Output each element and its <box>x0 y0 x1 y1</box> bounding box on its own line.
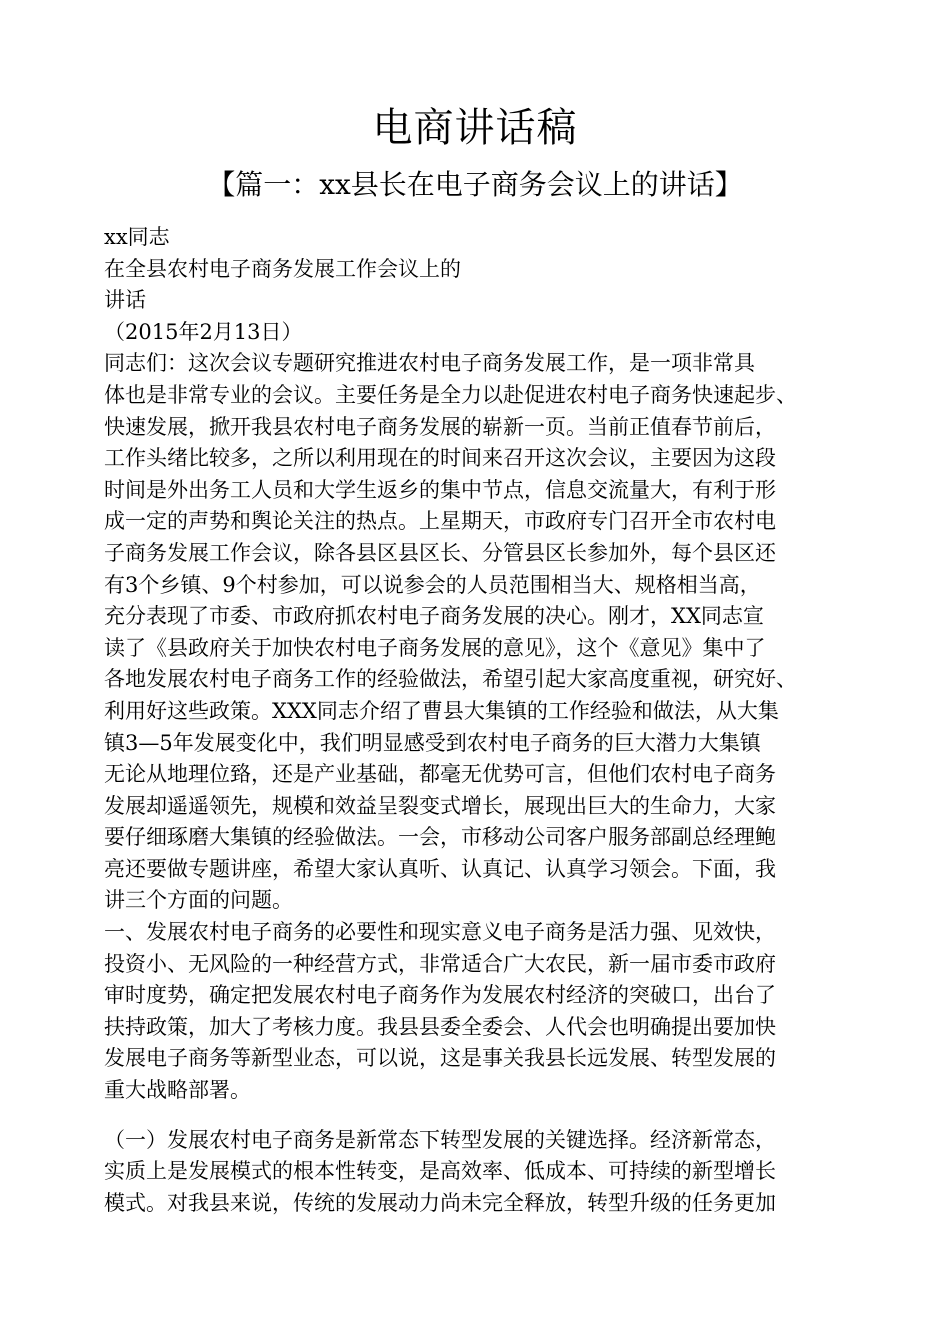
text-line: 讲三个方面的问题。 <box>104 888 293 913</box>
paragraph-gap <box>104 1107 874 1125</box>
text-line: 利用好这些政策。XXX同志介绍了曹县大集镇的工作经验和做法，从大集 <box>104 698 779 723</box>
document-title: 电商讲话稿 <box>372 105 578 151</box>
text-line: 讲话 <box>104 288 146 313</box>
text-line: 重大战略部署。 <box>104 1078 251 1103</box>
text-line: 充分表现了市委、市政府抓农村电子商务发展的决心。刚才，XX同志宣 <box>104 604 764 629</box>
text-line: （2015年2月13日） <box>104 319 303 344</box>
text-line: 时间是外出务工人员和大学生返乡的集中节点，信息交流量大，有利于形 <box>104 477 776 502</box>
text-line: 读了《县政府关于加快农村电子商务发展的意见》，这个《意见》集中了 <box>104 635 766 660</box>
text-line: 在全县农村电子商务发展工作会议上的 <box>104 256 461 281</box>
text-line: 投资小、无风险的一种经营方式，非常适合广大农民，新一届市委市政府 <box>104 951 776 976</box>
text-line: 有3个乡镇、9个村参加，可以说参会的人员范围相当大、规格相当高， <box>104 572 761 597</box>
text-line: 要仔细琢磨大集镇的经验做法。一会，市移动公司客户服务部副总经理鲍 <box>104 825 776 850</box>
text-line: （一）发展农村电子商务是新常态下转型发展的关键选择。经济新常态， <box>104 1127 776 1152</box>
text-line: 快速发展，掀开我县农村电子商务发展的崭新一页。当前正值春节前后， <box>104 414 776 439</box>
document-subtitle: 【篇一：xx县长在电子商务会议上的讲话】 <box>207 168 743 201</box>
text-line: 子商务发展工作会议，除各县区县区长、分管县区长参加外，每个县区还 <box>104 540 776 565</box>
text-line: 成一定的声势和舆论关注的热点。上星期天，市政府专门召开全市农村电 <box>104 509 776 534</box>
text-line: 模式。对我县来说，传统的发展动力尚未完全释放，转型升级的任务更加 <box>104 1190 776 1215</box>
text-line: 无论从地理位臵，还是产业基础，都毫无优势可言，但他们农村电子商务 <box>104 762 776 787</box>
text-line: 发展却遥遥领先，规模和效益呈裂变式增长，展现出巨大的生命力，大家 <box>104 793 776 818</box>
text-line: 亮还要做专题讲座，希望大家认真听、认真记、认真学习领会。下面，我 <box>104 856 776 881</box>
text-line: xx同志 <box>104 225 170 249</box>
text-line: 同志们：这次会议专题研究推进农村电子商务发展工作，是一项非常具 <box>104 351 755 376</box>
text-line: 镇3—5年发展变化中，我们明显感受到农村电子商务的巨大潜力大集镇 <box>104 730 761 755</box>
text-line: 工作头绪比较多，之所以利用现在的时间来召开这次会议，主要因为这段 <box>104 446 776 471</box>
text-line: 各地发展农村电子商务工作的经验做法，希望引起大家高度重视，研究好、 <box>104 667 797 692</box>
text-line: 实质上是发展模式的根本性转变，是高效率、低成本、可持续的新型增长 <box>104 1159 776 1184</box>
text-line: 体也是非常专业的会议。主要任务是全力以赴促进农村电子商务快速起步、 <box>104 382 797 407</box>
text-line: 一、发展农村电子商务的必要性和现实意义电子商务是活力强、见效快， <box>104 920 776 945</box>
text-line: 审时度势，确定把发展农村电子商务作为发展农村经济的突破口，出台了 <box>104 983 776 1008</box>
text-line: 发展电子商务等新型业态，可以说，这是事关我县长远发展、转型发展的 <box>104 1046 776 1071</box>
document-body <box>104 222 874 1219</box>
text-line: 扶持政策，加大了考核力度。我县县委全委会、人代会也明确提出要加快 <box>104 1014 776 1039</box>
